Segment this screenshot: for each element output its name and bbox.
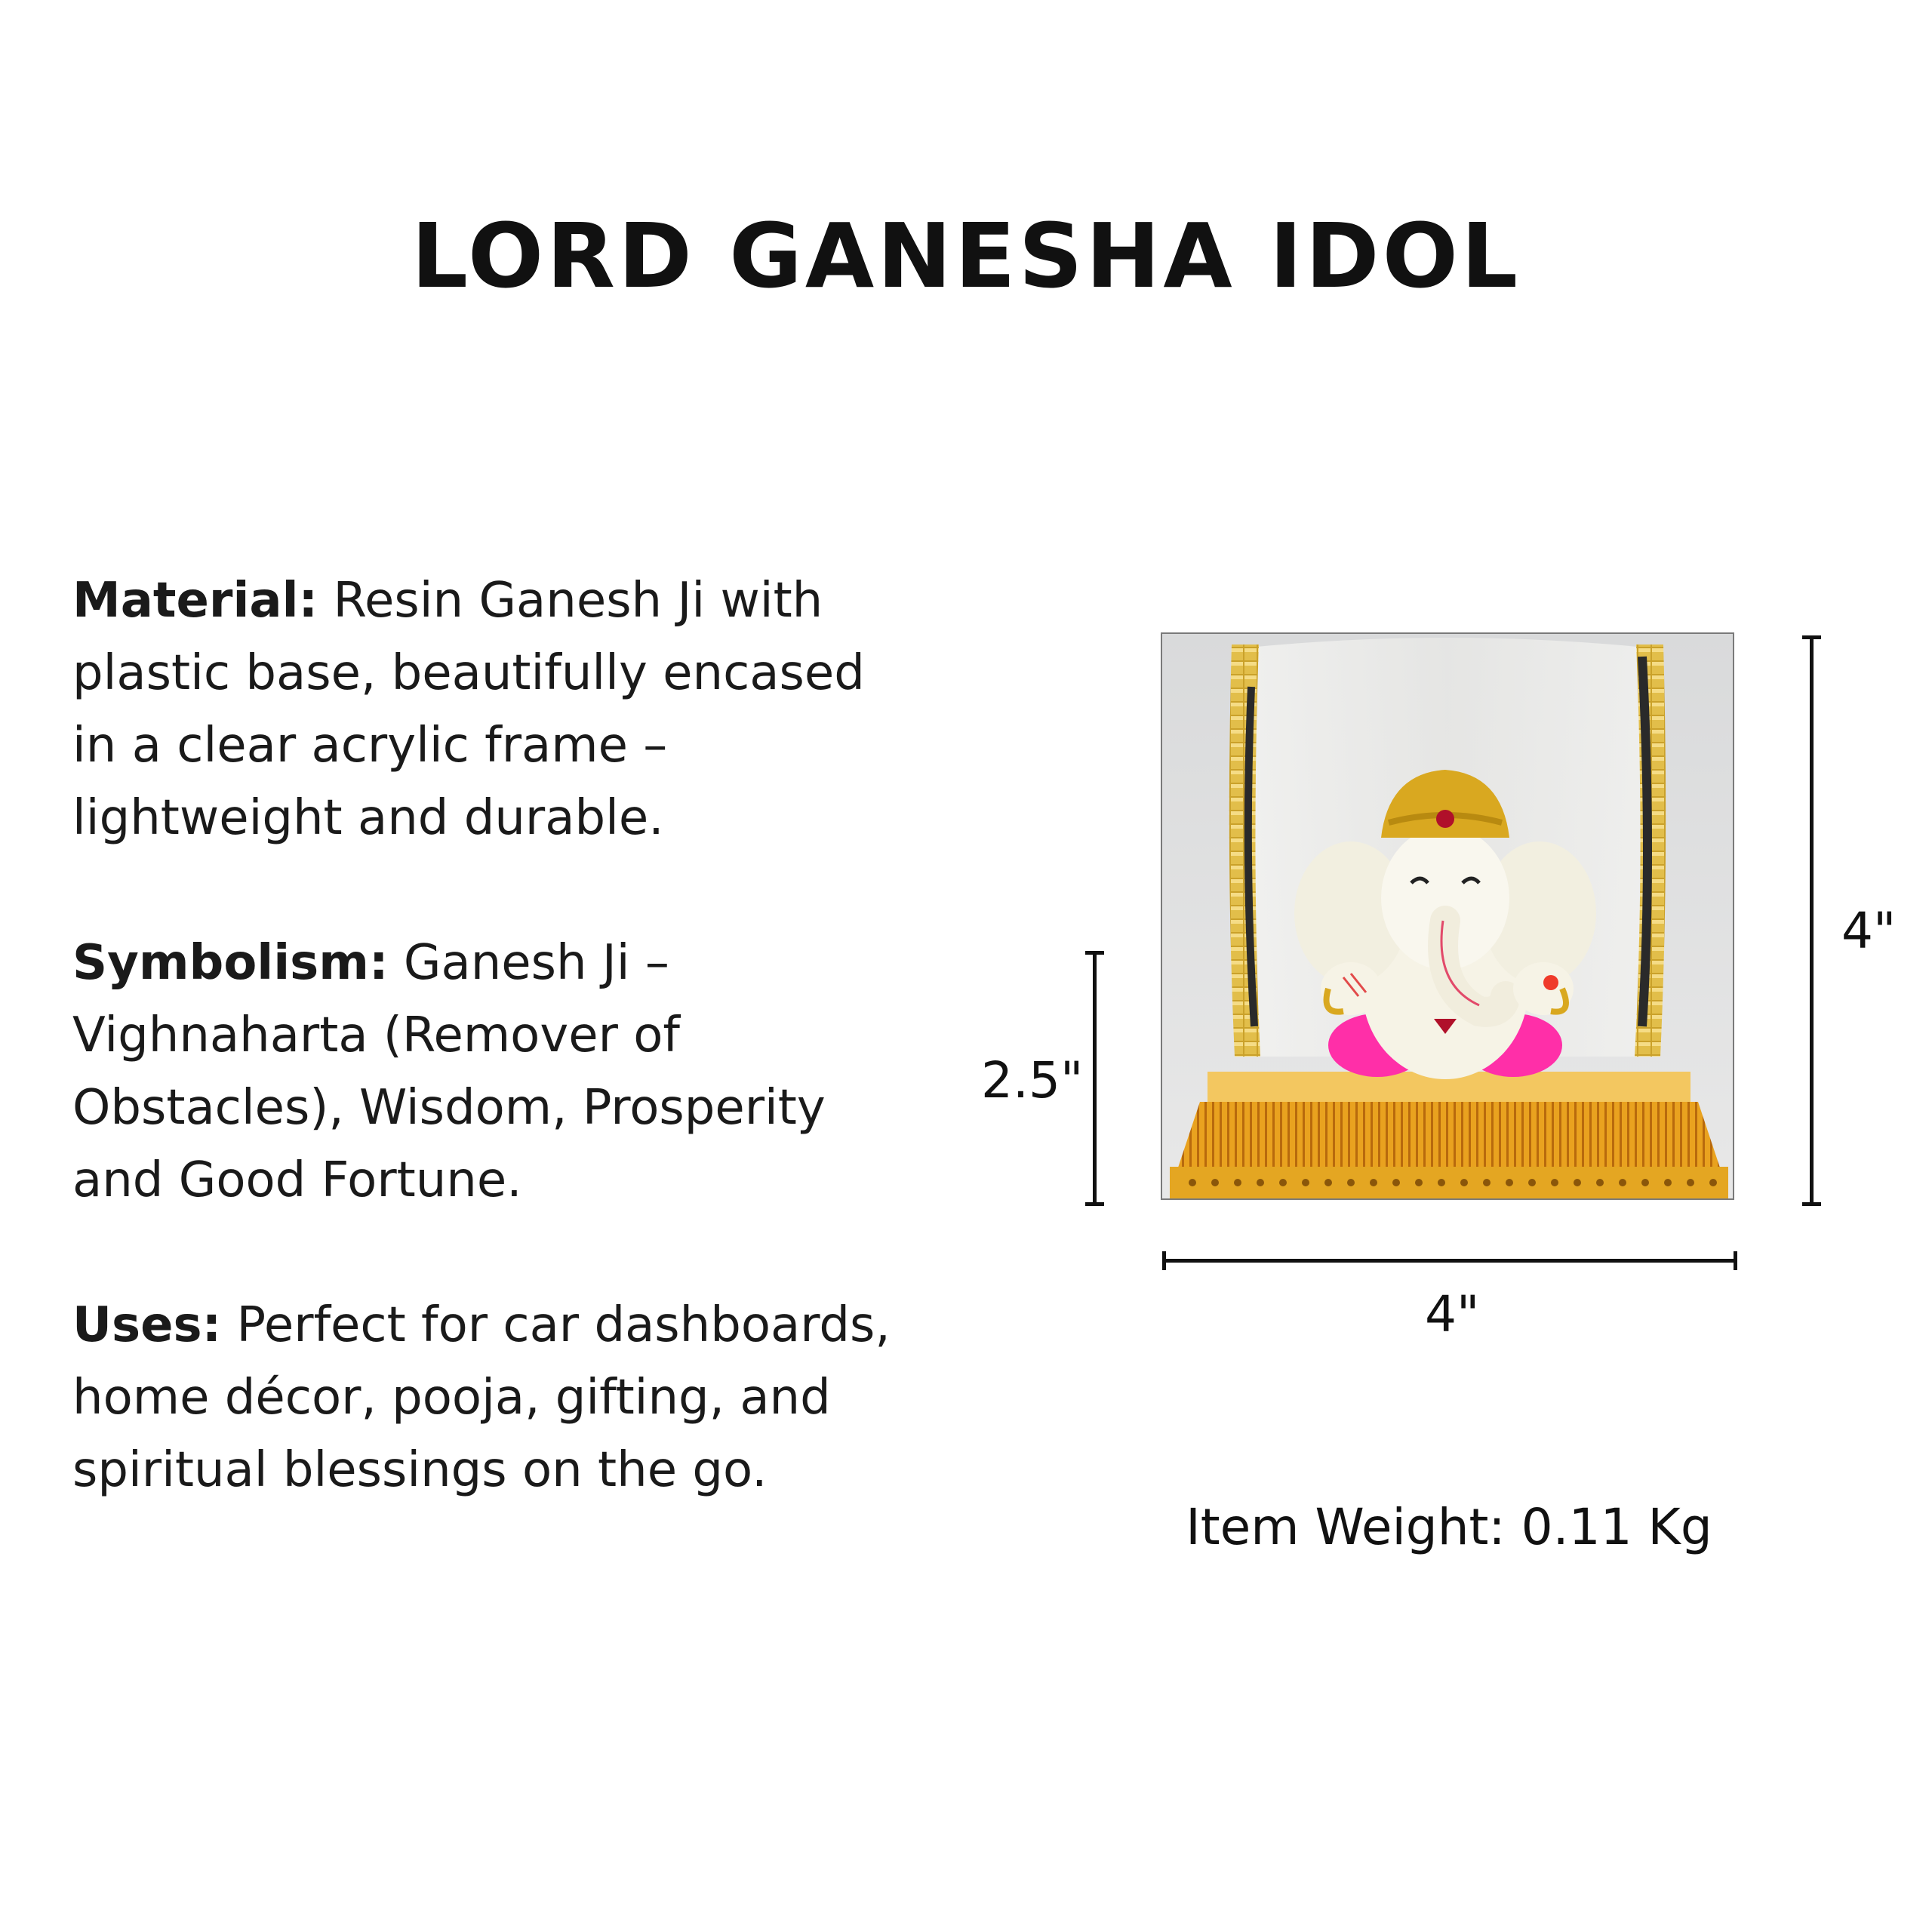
dimension-height-idol-label: 2.5" — [981, 1051, 1084, 1109]
dimension-tick-top — [1085, 951, 1104, 955]
ganesha-idol-illustration — [1162, 634, 1733, 1198]
dimension-tick-bottom — [1802, 1202, 1821, 1206]
feature-symbolism — [72, 927, 918, 1217]
feature-text: Resin Ganesh Ji with plastic base, beautifully encased in a clear acrylic frame – lightweight and durable. — [72, 573, 865, 846]
dimension-width-label: 4" — [1425, 1285, 1480, 1343]
dimension-line-height-total — [1810, 637, 1814, 1204]
feature-uses — [72, 1289, 918, 1506]
dimension-line-height-idol — [1093, 952, 1097, 1204]
item-weight: Item Weight: 0.11 Kg — [1186, 1498, 1712, 1556]
base-front — [1177, 1102, 1721, 1170]
feature-label: Uses: — [72, 1297, 222, 1353]
feature-text: Ganesh Ji – Vighnaharta (Remover of Obstacles), Wisdom, Prosperity and Good Fortune. — [72, 935, 826, 1208]
feature-list — [72, 565, 918, 1579]
feature-material — [72, 565, 918, 854]
dimension-line-width — [1164, 1259, 1736, 1263]
dimension-tick-top — [1802, 635, 1821, 639]
page-title: LORD GANESHA IDOL — [411, 204, 1521, 308]
dimension-tick-right — [1734, 1251, 1737, 1270]
feature-label: Symbolism: — [72, 935, 389, 991]
dimension-height-total-label: 4" — [1841, 902, 1897, 960]
dimension-tick-left — [1162, 1251, 1166, 1270]
product-photo — [1161, 632, 1734, 1200]
feature-label: Material: — [72, 573, 318, 629]
dimension-tick-bottom — [1085, 1202, 1104, 1206]
feature-text: Perfect for car dashboards, home décor, pooja, gifting, and spiritual blessings on the go. — [72, 1297, 891, 1498]
